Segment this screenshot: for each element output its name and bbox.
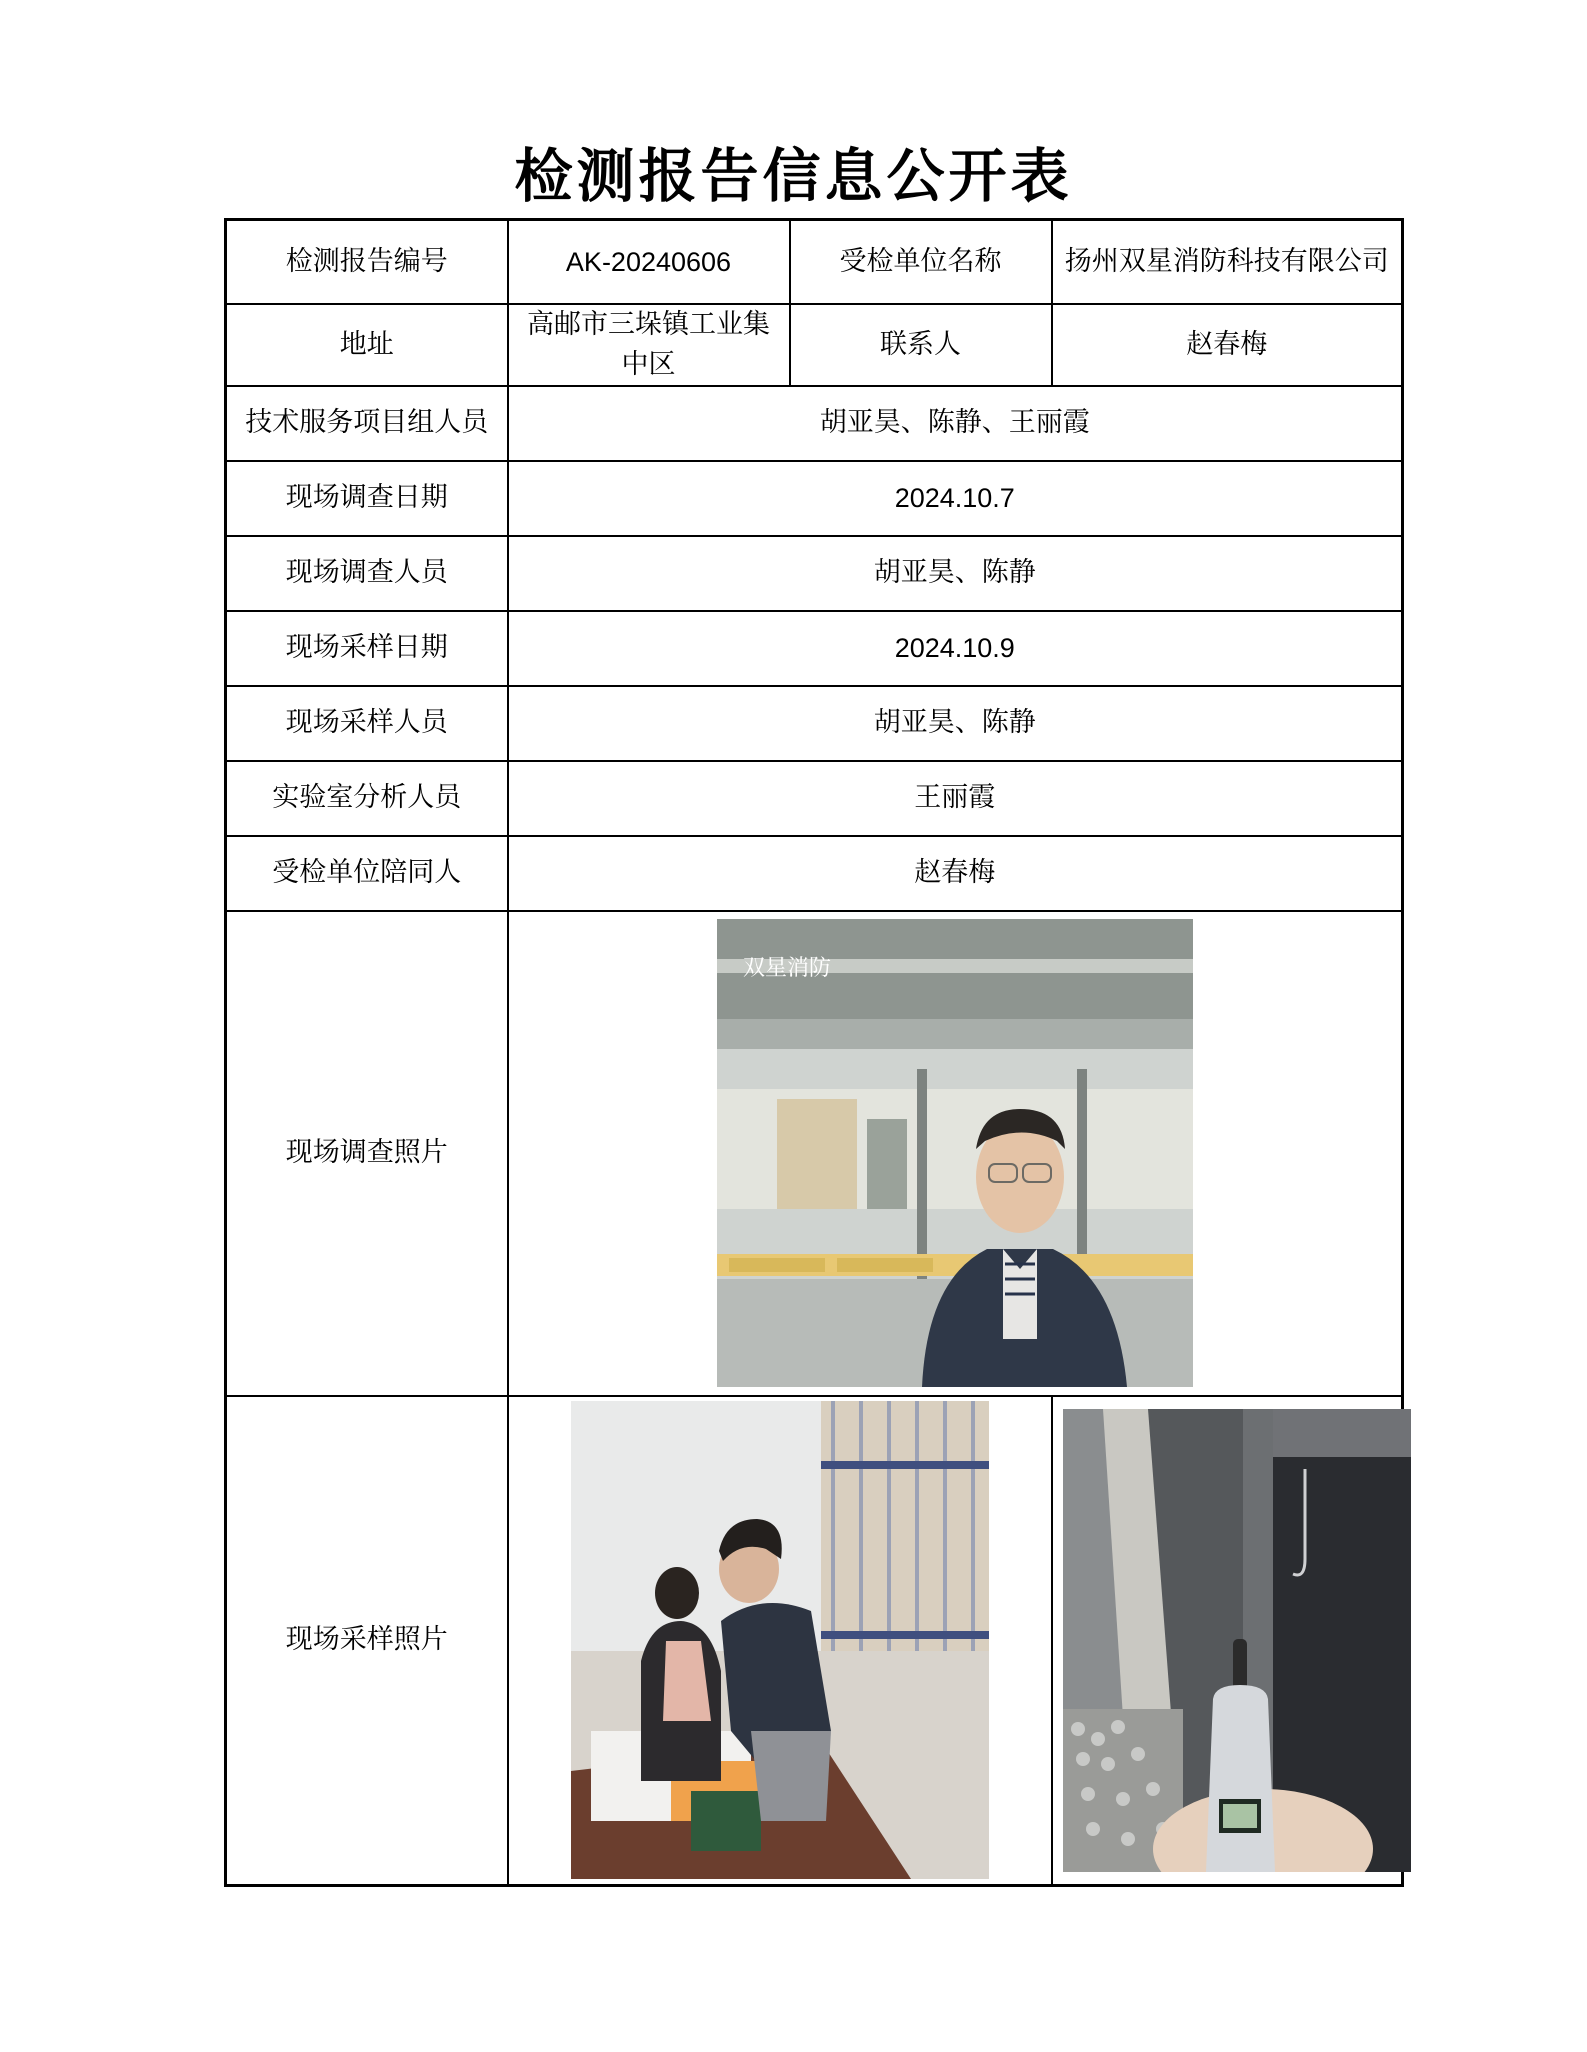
sampling-photo-1 [571,1401,989,1879]
table-row [226,761,1403,836]
sampling-photo-1-image [571,1401,989,1879]
table-row [226,611,1403,686]
sampling-photo-cell-1 [508,1396,1052,1886]
table-row [226,304,1403,386]
table-row [226,686,1403,761]
survey-photo-label: 现场调查照片 [226,911,508,1396]
unit-name-value: 扬州双星消防科技有限公司 [1052,220,1403,304]
table-row [226,1396,1403,1886]
contact-value: 赵春梅 [1052,304,1403,386]
sampling-date-label: 现场采样日期 [226,611,508,686]
address-value: 高邮市三垛镇工业集中区 [508,304,790,386]
lab-staff-label: 实验室分析人员 [226,761,508,836]
sampling-staff-value: 胡亚昊、陈静 [508,686,1403,761]
team-value: 胡亚昊、陈静、王丽霞 [508,386,1403,461]
report-table [224,218,1404,1887]
table-row [226,911,1403,1396]
sampling-staff-label: 现场采样人员 [226,686,508,761]
escort-label: 受检单位陪同人 [226,836,508,911]
table-row [226,836,1403,911]
contact-label: 联系人 [790,304,1052,386]
escort-value: 赵春梅 [508,836,1403,911]
address-label: 地址 [226,304,508,386]
lab-staff-value: 王丽霞 [508,761,1403,836]
survey-date-label: 现场调查日期 [226,461,508,536]
sampling-photo-2-image [1063,1409,1411,1872]
survey-staff-value: 胡亚昊、陈静 [508,536,1403,611]
table-row [226,461,1403,536]
page-title: 检测报告信息公开表 [514,142,1073,210]
survey-photo-cell [508,911,1403,1396]
survey-photo-image [717,919,1193,1387]
table-row [226,386,1403,461]
report-no-label: 检测报告编号 [226,220,508,304]
survey-photo-watermark: 双星消防 [742,956,831,981]
sampling-photo-2 [1063,1409,1411,1872]
report-no-value: AK-20240606 [508,220,790,304]
sampling-date-value: 2024.10.9 [508,611,1403,686]
table-row [226,536,1403,611]
survey-photo [717,919,1193,1387]
team-label: 技术服务项目组人员 [226,386,508,461]
unit-name-label: 受检单位名称 [790,220,1052,304]
table-row [226,220,1403,304]
sampling-photo-cell-2 [1052,1396,1403,1886]
survey-date-value: 2024.10.7 [508,461,1403,536]
survey-staff-label: 现场调查人员 [226,536,508,611]
sampling-photo-label: 现场采样照片 [226,1396,508,1886]
